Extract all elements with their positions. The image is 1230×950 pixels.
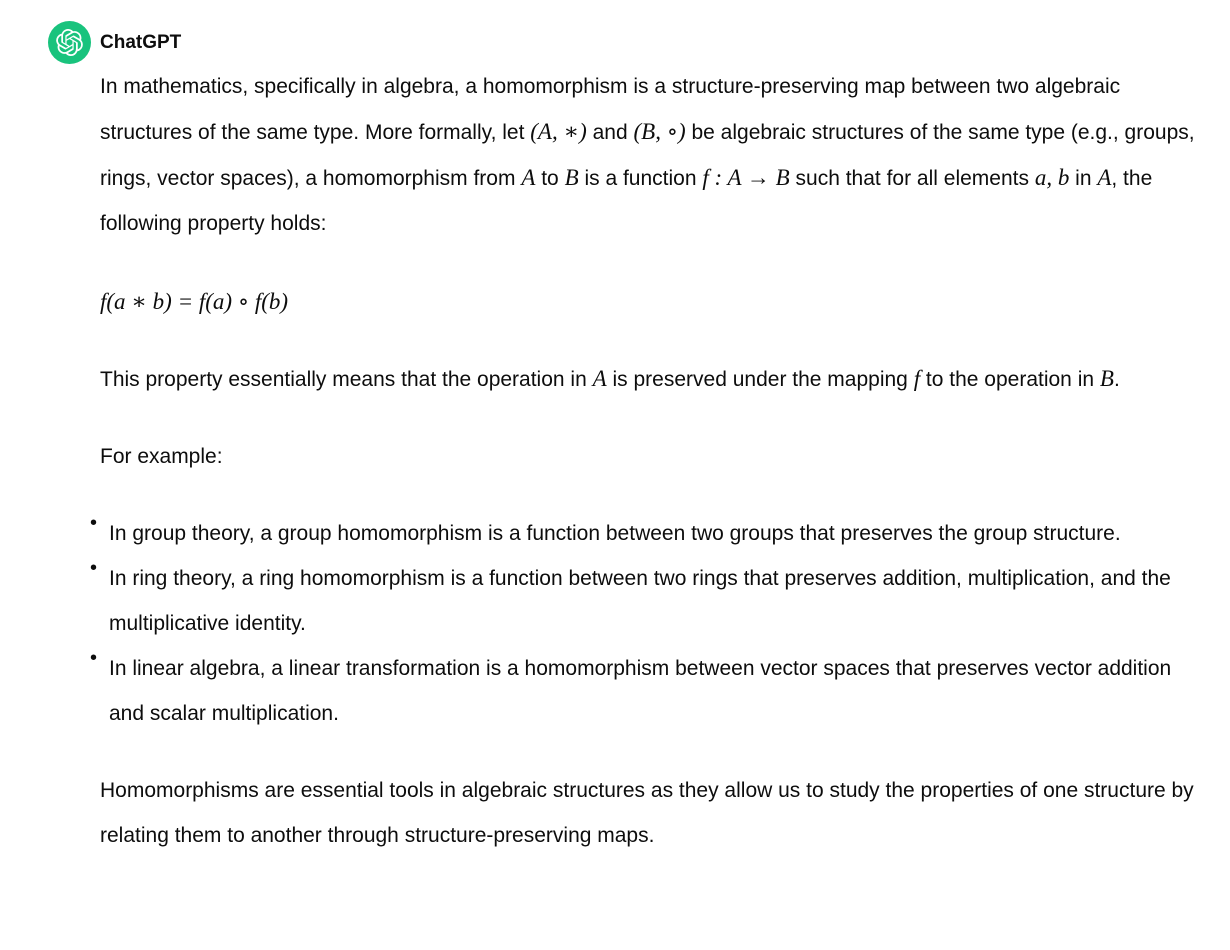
openai-logo-icon [56, 29, 83, 56]
math-inline: (B, ∘) [633, 119, 686, 144]
math-inline: (A, ∗) [530, 119, 587, 144]
math-inline: A [1097, 165, 1112, 190]
math-inline: B [1099, 366, 1114, 391]
list-item: • In ring theory, a ring homomorphism is a function between two rings that preserves addition, multiplication, and the multiplicative identity. [109, 556, 1208, 646]
message-content [100, 64, 1208, 858]
list-item: • In linear algebra, a linear transformation is a homomorphism between vector spaces that preserves vector addition and scalar multiplication. [109, 646, 1208, 736]
math-inline: a, b [1034, 165, 1070, 190]
math-inline: B [564, 165, 579, 190]
math-inline: f : A → B [702, 165, 790, 190]
for-example-paragraph: For example: [100, 445, 223, 468]
math-inline: f [913, 366, 921, 391]
math-inline: f(a ∗ b) = f(a) ∘ f(b) [100, 289, 289, 314]
author-name: ChatGPT [100, 32, 182, 53]
chatgpt-avatar [48, 21, 91, 64]
math-inline: A [592, 366, 607, 391]
explanation-paragraph: This property essentially means that the operation in A is preserved under the mapping f to the operation in B. [100, 366, 1120, 391]
intro-paragraph: In mathematics, specifically in algebra, a homomorphism is a structure-preserving map between two algebraic structures of the same type. More formally, let (A, ∗) and (B, ∘) be algebraic structures of the same type (e.g., groups, rings, vector spaces), a homomorphism from A to B is a function f : A → B such that for all elements a, b in A, the following property holds: [100, 75, 1195, 235]
homomorphism-formula [100, 278, 1208, 324]
math-inline: A [521, 165, 536, 190]
closing-paragraph: Homomorphisms are essential tools in algebraic structures as they allow us to study the properties of one structure by relating them to another through structure-preserving maps. [100, 779, 1194, 847]
list-item: • In group theory, a group homomorphism is a function between two groups that preserves the group structure. [109, 511, 1208, 556]
examples-list [100, 511, 1208, 736]
